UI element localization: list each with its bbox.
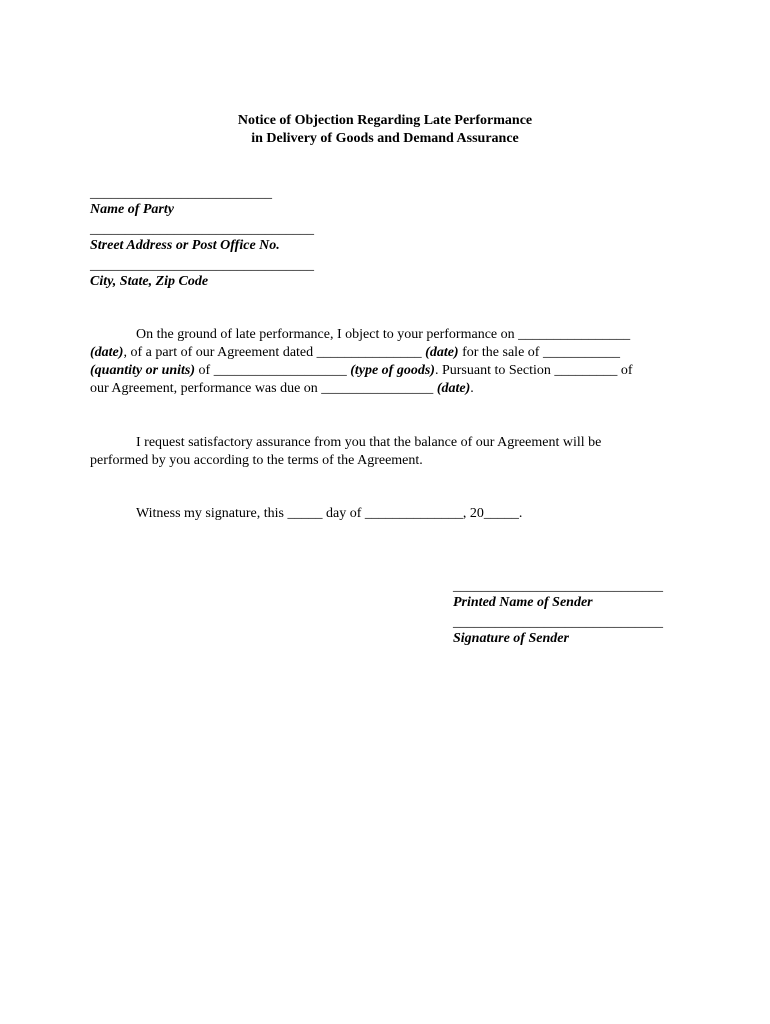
date-label: (date) <box>90 345 124 360</box>
city-state-zip-label: City, State, Zip Code <box>90 274 209 289</box>
signature-label: Signature of Sender <box>453 631 569 646</box>
document-title-line-1: Notice of Objection Regarding Late Performance <box>237 113 533 128</box>
objection-text: our Agreement, performance was due on ________________ <box>90 381 437 396</box>
assurance-paragraph-line-1: I request satisfactory assurance from you that the balance of our Agreement will be <box>136 435 602 450</box>
type-of-goods-label: (type of goods) <box>350 363 435 378</box>
objection-text: . Pursuant to Section _________ of <box>434 363 633 378</box>
objection-text: for the sale of ___________ <box>458 345 620 360</box>
city-state-zip-blank: ________________________________ <box>90 258 314 273</box>
assurance-paragraph-line-2: performed by you according to the terms of the Agreement. <box>90 453 423 468</box>
street-address-blank: ________________________________ <box>90 222 314 237</box>
objection-paragraph-line-1 <box>90 326 728 344</box>
quantity-label: (quantity or units) <box>90 363 196 378</box>
witness-paragraph: Witness my signature, this _____ day of ______________, 20_____. <box>136 506 523 521</box>
objection-text: . <box>470 381 474 396</box>
objection-text: of ___________________ <box>195 363 351 378</box>
name-of-party-blank: __________________________ <box>90 186 272 201</box>
printed-name-blank: ______________________________ <box>453 579 663 594</box>
street-address-label: Street Address or Post Office No. <box>90 238 280 253</box>
objection-text: On the ground of late performance, I object to your performance on ________________ <box>136 327 631 342</box>
name-of-party-label: Name of Party <box>90 202 174 217</box>
objection-text: , of a part of our Agreement dated _______________ <box>123 345 426 360</box>
document-title-line-2: in Delivery of Goods and Demand Assurance <box>251 131 519 146</box>
date-label: (date) <box>425 345 459 360</box>
objection-paragraph-line-2 <box>90 344 682 362</box>
date-label: (date) <box>436 381 471 396</box>
objection-paragraph-line-4 <box>90 380 682 398</box>
objection-paragraph-line-3 <box>90 362 682 380</box>
printed-name-label: Printed Name of Sender <box>453 595 593 610</box>
signature-blank: ______________________________ <box>453 615 663 630</box>
